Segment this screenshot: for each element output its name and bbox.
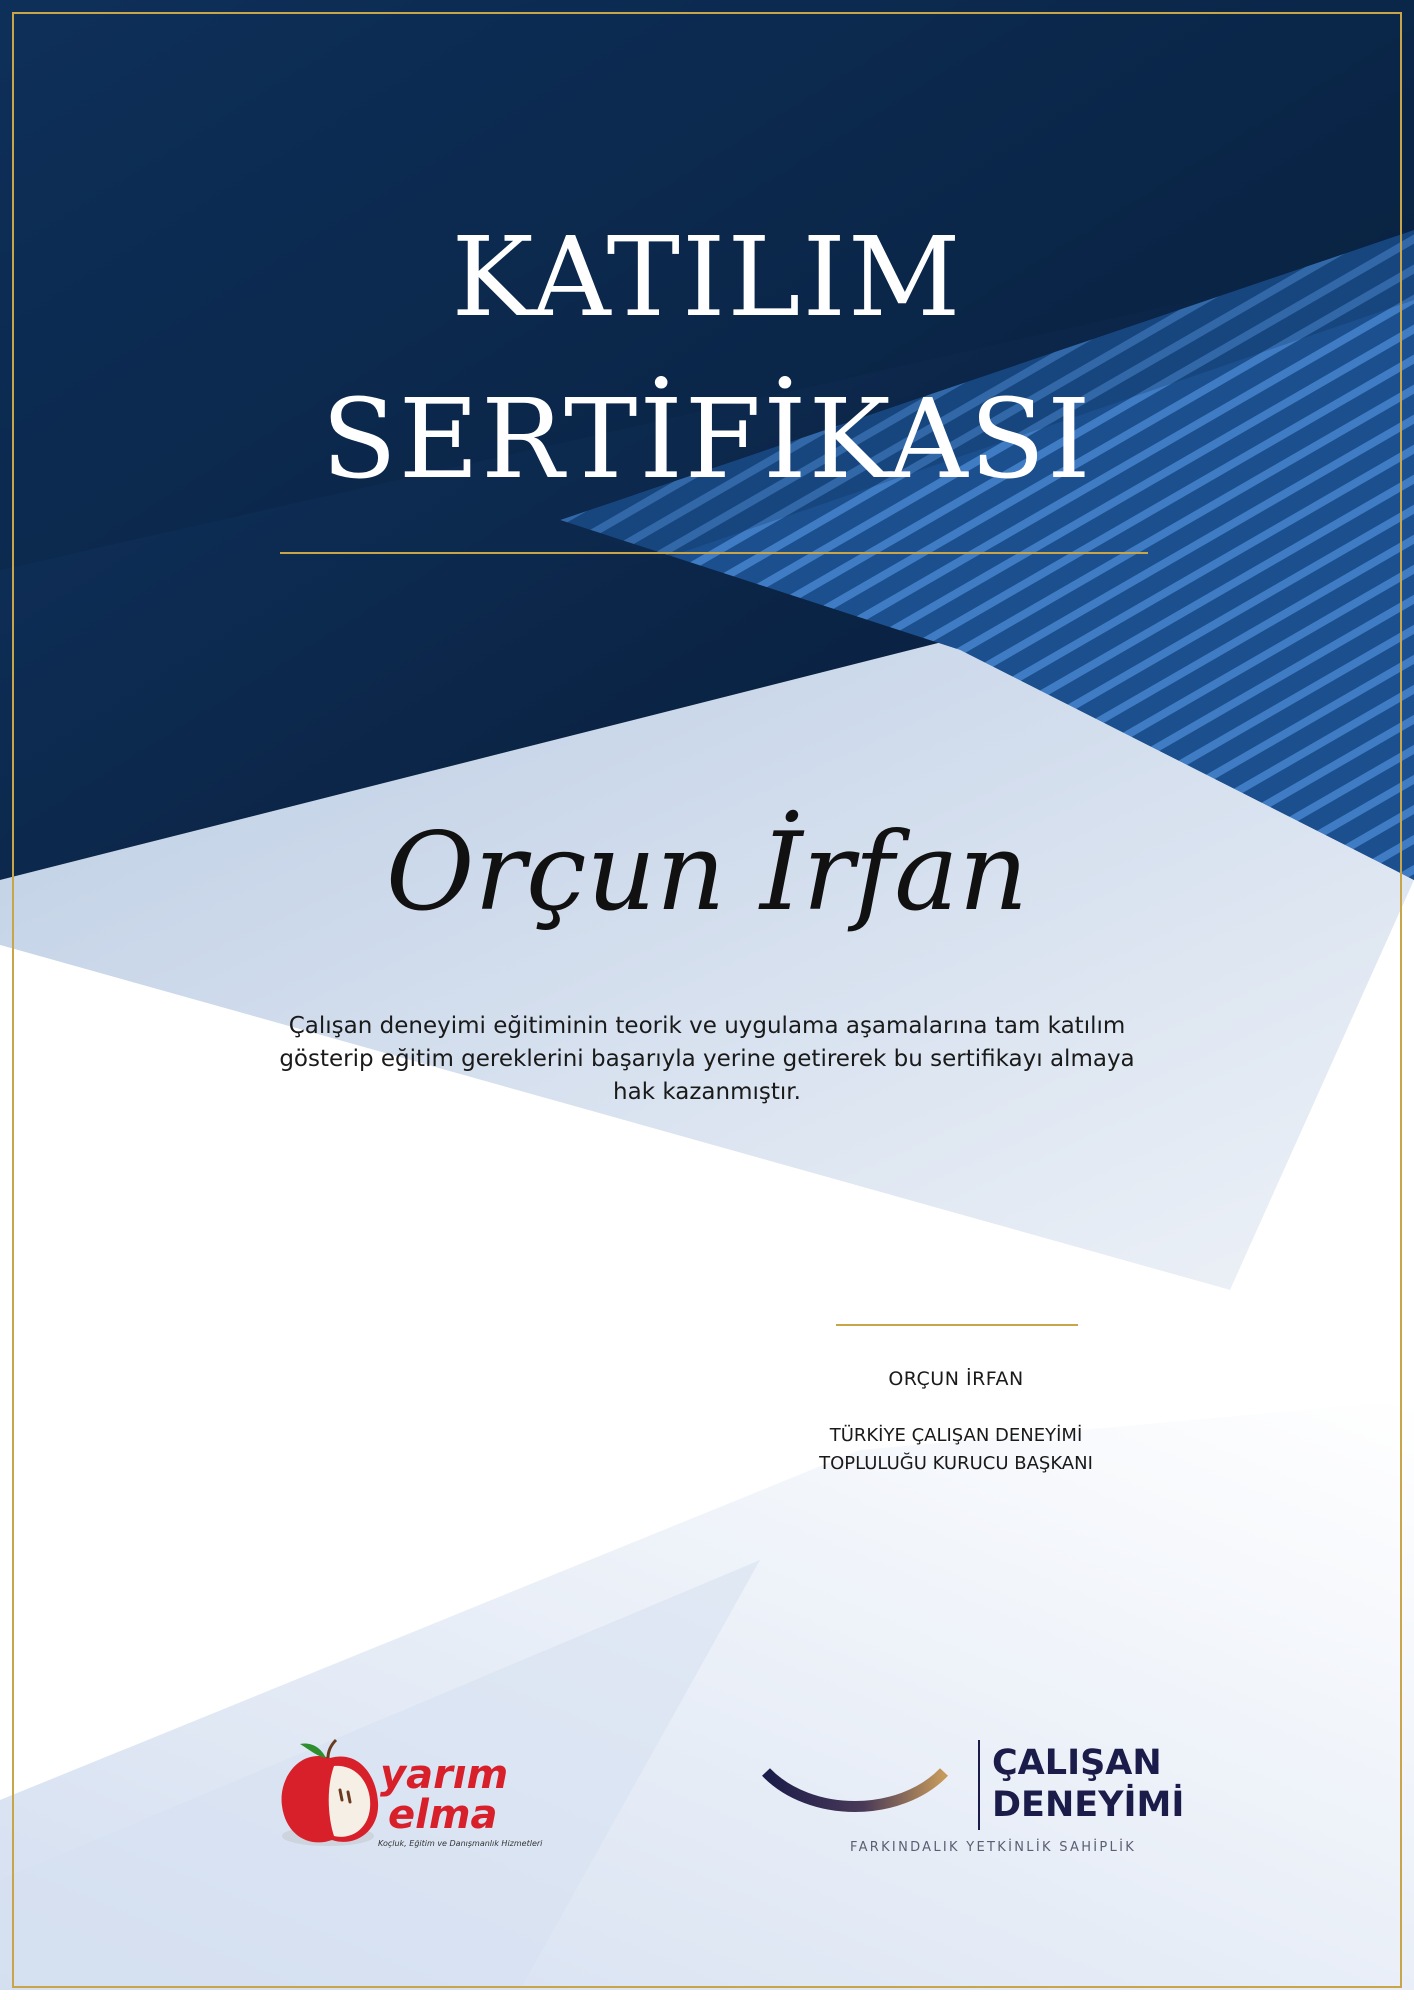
- signer-title-line1: TÜRKİYE ÇALIŞAN DENEYİMİ: [829, 1425, 1083, 1446]
- logo-right-line2: DENEYİMİ: [992, 1785, 1185, 1825]
- yarim-elma-logo: [270, 1738, 550, 1858]
- certificate-description: Çalışan deneyimi eğitiminin teorik ve uygulama aşamalarına tam katılım gösterip eğitim gereklerini başarıyla yerine getirerek bu sertifikayı almaya hak kazanmıştır.: [279, 1013, 1135, 1105]
- signer-name: ORÇUN İRFAN: [888, 1368, 1024, 1390]
- logo-divider: [978, 1740, 980, 1830]
- logo-left-line1: yarım: [380, 1752, 509, 1798]
- signer-title: [760, 1422, 1152, 1478]
- certificate-title-line2: SERTİFİKASI: [321, 375, 1093, 503]
- logo-left-tagline: Koçluk, Eğitim ve Danışmanlık Hizmetleri: [378, 1839, 543, 1848]
- logo-left-line2: elma: [388, 1792, 498, 1838]
- certificate-title-line1: KATILIM: [451, 213, 963, 341]
- logo-right-tagline: FARKINDALIK YETKİNLİK SAHİPLİK: [850, 1840, 1137, 1855]
- logo-right-line1: ÇALIŞAN: [992, 1743, 1162, 1783]
- title-divider: [280, 552, 1148, 554]
- signature-line: [836, 1324, 1078, 1326]
- smile-arc-icon: [760, 1760, 950, 1820]
- recipient-name: Orçun İrfan: [385, 810, 1029, 935]
- calisan-deneyimi-logo: [752, 1730, 1192, 1870]
- signer-title-line2: TOPLULUĞU KURUCU BAŞKANI: [819, 1453, 1093, 1474]
